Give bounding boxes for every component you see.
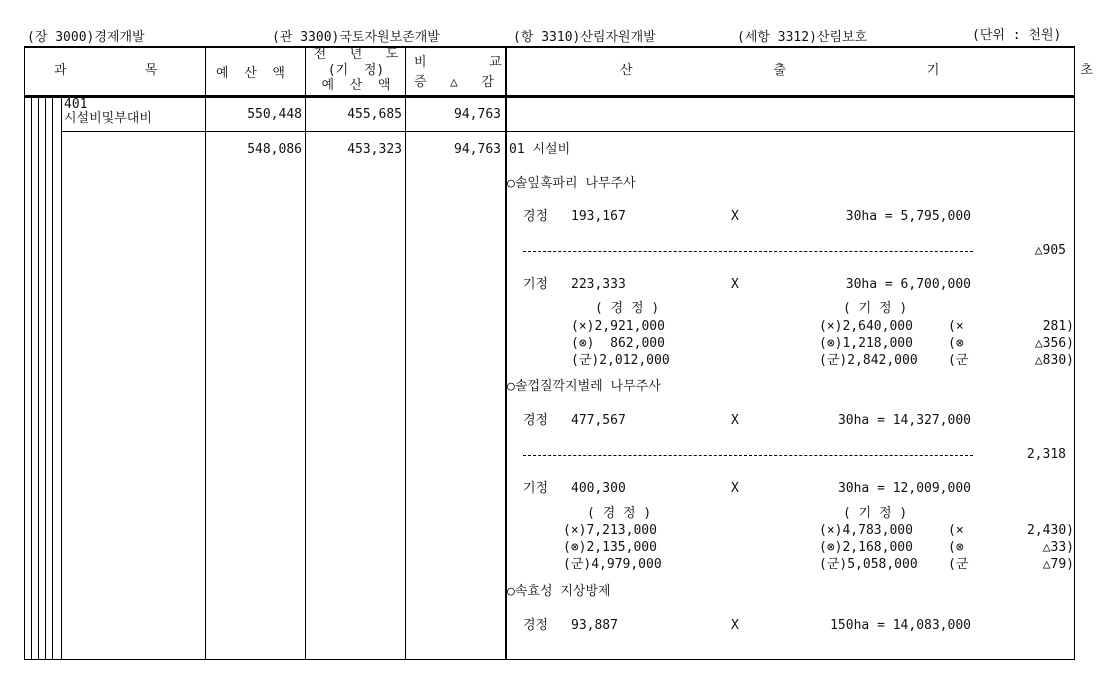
row-budget: 548,086 (247, 142, 302, 157)
gijeong-amount: 400,300 (571, 481, 626, 496)
table-bottom-border (24, 659, 1075, 660)
breakdown-diff: 281) (1042, 319, 1074, 334)
breakdown-left: (×)2,921,000 (571, 319, 665, 334)
kyeong-amount: 477,567 (571, 413, 626, 428)
header-bottom-border (24, 95, 1075, 98)
row-diff: 94,763 (454, 107, 501, 122)
header-cmp-line2: 증 △ 감 (414, 75, 494, 90)
breakdown-left: (군)2,012,000 (571, 353, 670, 368)
breakdown-diff: △33) (1042, 540, 1074, 555)
row-code: 401 (64, 97, 88, 112)
dashed-leader (523, 455, 973, 456)
multiply-sign: X (731, 277, 739, 292)
header-cmp-line1: 비 교 (414, 55, 502, 70)
item-title: ○솔잎혹파리 나무주사 (507, 176, 636, 191)
multiply-sign: X (731, 413, 739, 428)
breakdown-mark: (⊗ (948, 540, 964, 555)
indent-line (38, 97, 39, 660)
breakdown-right: (⊗)1,218,000 (819, 336, 913, 351)
kyeong-label: 경정 (523, 618, 549, 633)
kyeong-label: 경정 (523, 209, 549, 224)
dashed-leader (523, 251, 973, 252)
gijeong-calc: 30ha = 12,009,000 (837, 481, 971, 496)
indent-line (45, 97, 46, 660)
row-divider (62, 131, 1075, 132)
dash-note: 2,318 (1026, 447, 1066, 462)
multiply-sign: X (731, 618, 739, 633)
row-prev: 453,323 (347, 142, 402, 157)
breakdown-mark: (⊗ (948, 336, 964, 351)
kyeong-amount: 93,887 (571, 618, 618, 633)
breakdown-diff: △79) (1042, 557, 1074, 572)
row-diff: 94,763 (454, 142, 501, 157)
gijeong-label: 기정 (523, 481, 549, 496)
gwan-label: (관 3300)국토자원보존개발 (272, 30, 440, 45)
kyeong-amount: 193,167 (571, 209, 626, 224)
breakdown-diff: △356) (1034, 336, 1074, 351)
breakdown-head-right: ( 기 정 ) (843, 301, 908, 316)
kyeong-calc: 150ha = 14,083,000 (830, 618, 971, 633)
header-prev-line1: 전 년 도 (313, 47, 399, 62)
kyeong-label: 경정 (523, 413, 549, 428)
breakdown-head-left: ( 경 정 ) (587, 506, 652, 521)
row-budget: 550,448 (247, 107, 302, 122)
dash-note: △905 (1034, 243, 1066, 258)
sehang-label: (세항 3312)산림보호 (737, 30, 868, 45)
gijeong-label: 기정 (523, 277, 549, 292)
col-divider-prev (305, 46, 306, 660)
kyeong-calc: 30ha = 5,795,000 (845, 209, 971, 224)
breakdown-mark: (× (948, 319, 964, 334)
col-divider-diff (405, 46, 406, 660)
item-title: ○속효성 지상방제 (507, 584, 611, 599)
breakdown-right: (군)2,842,000 (819, 353, 918, 368)
header-subject: 과 목 (54, 63, 158, 78)
header-prev-line3: 예 산 액 (321, 78, 391, 93)
breakdown-left: (×)7,213,000 (563, 523, 657, 538)
header-budget: 예 산 액 (216, 66, 285, 81)
hang-label: (항 3310)산림자원개발 (513, 30, 656, 45)
multiply-sign: X (731, 481, 739, 496)
breakdown-diff: △830) (1034, 353, 1074, 368)
table-left-border (24, 46, 25, 660)
gijeong-calc: 30ha = 6,700,000 (845, 277, 971, 292)
breakdown-left: (⊗)2,135,000 (563, 540, 657, 555)
indent-line (52, 97, 53, 660)
breakdown-right: (군)5,058,000 (819, 557, 918, 572)
gijeong-amount: 223,333 (571, 277, 626, 292)
breakdown-head-left: ( 경 정 ) (595, 301, 660, 316)
breakdown-mark: (× (948, 523, 964, 538)
breakdown-right: (×)2,640,000 (819, 319, 913, 334)
kyeong-calc: 30ha = 14,327,000 (837, 413, 971, 428)
breakdown-left: (⊗) 862,000 (571, 336, 665, 351)
table-top-border (24, 46, 1075, 48)
breakdown-head-right: ( 기 정 ) (843, 506, 908, 521)
item-title: ○솔껍질깍지벌레 나무주사 (507, 379, 661, 394)
col-divider-basis (505, 46, 507, 660)
row-prev: 455,685 (347, 107, 402, 122)
breakdown-mark: (군 (948, 353, 969, 368)
table-right-border (1074, 46, 1075, 660)
header-basis: 산 출 기 초 (620, 63, 1093, 78)
unit-label: (단위 : 천원) (972, 28, 1062, 43)
breakdown-diff: 2,430) (1027, 523, 1074, 538)
breakdown-right: (×)4,783,000 (819, 523, 913, 538)
col-divider-budget (205, 46, 206, 660)
indent-line (61, 97, 62, 660)
row-label: 01 시설비 (509, 142, 571, 157)
breakdown-right: (⊗)2,168,000 (819, 540, 913, 555)
header-prev-line2: (기 정) (327, 63, 385, 78)
indent-line (31, 97, 32, 660)
breakdown-mark: (군 (948, 557, 969, 572)
row-name: 시설비및부대비 (64, 111, 152, 126)
breakdown-left: (군)4,979,000 (563, 557, 662, 572)
multiply-sign: X (731, 209, 739, 224)
jang-label: (장 3000)경제개발 (27, 30, 145, 45)
